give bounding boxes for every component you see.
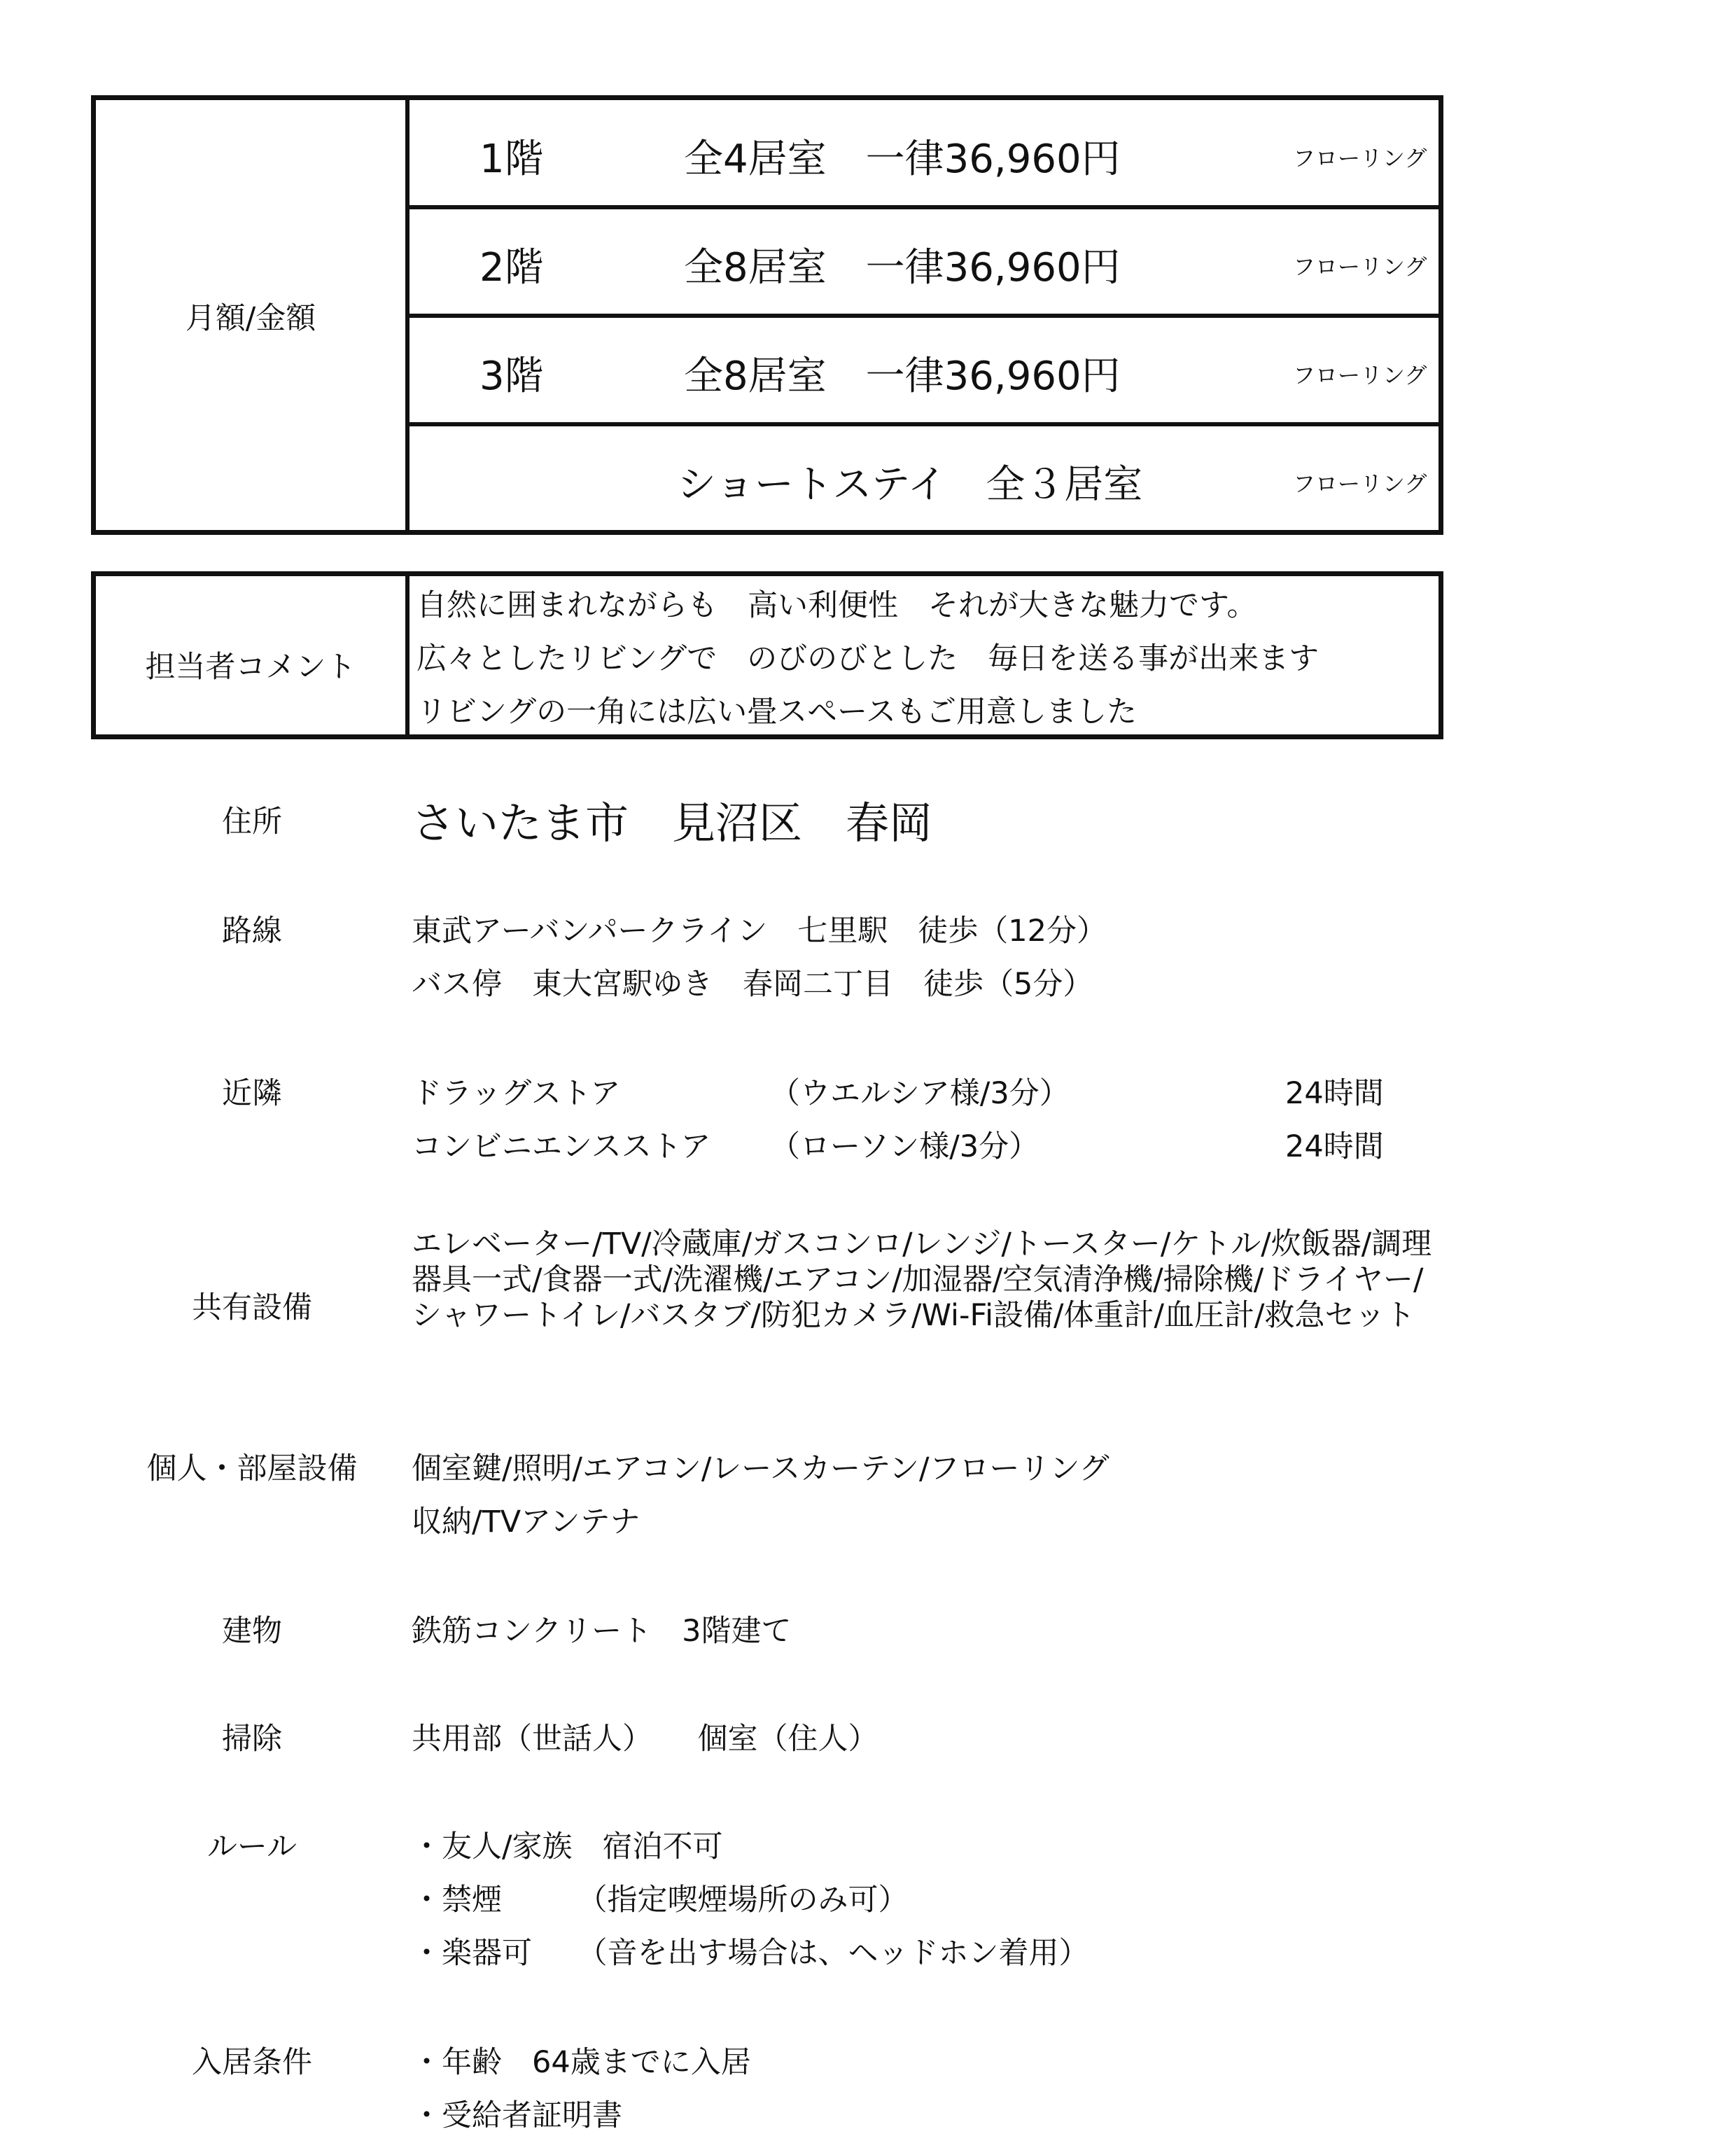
cleaning-value: 共用部（世話人） 個室（住人） [412, 1722, 878, 1757]
floor-label: 2階 [479, 245, 544, 291]
flooring-type: フローリング [1293, 145, 1427, 172]
conditions-label: 入居条件 [192, 2045, 312, 2080]
rule-item: ・禁煙 （指定喫煙場所のみ可） [412, 1883, 909, 1918]
room-price: 全8居室 一律36,960円 [684, 354, 1121, 399]
flooring-type: フローリング [1293, 470, 1427, 497]
flooring-type: フローリング [1293, 253, 1427, 280]
price-label: 月額/金額 [185, 301, 316, 336]
room-equipment-line: 個室鍵/照明/エアコン/レースカーテン/フローリング [412, 1451, 1110, 1486]
comment-box [91, 571, 1443, 739]
building-label: 建物 [222, 1614, 282, 1649]
address-value: さいたま市 見沼区 春岡 [412, 797, 933, 849]
nearby-name: コンビニエンスストア [412, 1129, 711, 1164]
row-divider [410, 205, 1438, 209]
flooring-type: フローリング [1293, 362, 1427, 389]
comment-divider [405, 576, 410, 734]
price-table [91, 95, 1443, 535]
shared-equipment-label: 共有設備 [192, 1290, 312, 1325]
nearby-label: 近隣 [222, 1076, 282, 1111]
comment-label: 担当者コメント [145, 650, 356, 685]
comment-line: リビングの一角には広い畳スペースもご用意しました [416, 694, 1137, 730]
condition-item: ・年齢 64歳までに入居 [412, 2045, 751, 2080]
room-equipment-line: 収納/TVアンテナ [412, 1505, 640, 1540]
nearby-hours: 24時間 [1285, 1076, 1384, 1111]
floor-label: 1階 [479, 137, 544, 182]
room-price: ショートステイ 全３居室 [677, 462, 1143, 508]
rule-item: ・楽器可 （音を出す場合は、ヘッドホン着用） [412, 1936, 1089, 1971]
rule-item: ・友人/家族 宿泊不可 [412, 1829, 723, 1864]
building-value: 鉄筋コンクリート 3階建て [412, 1614, 792, 1649]
route-line: 東武アーバンパークライン 七里駅 徒歩（12分） [412, 914, 1107, 949]
comment-line: 自然に囲まれながらも 高い利便性 それが大きな魅力です。 [416, 588, 1257, 623]
nearby-detail: （ローソン様/3分） [770, 1129, 1040, 1164]
room-equipment-label: 個人・部屋設備 [146, 1451, 358, 1486]
address-label: 住所 [222, 804, 282, 839]
room-price: 全8居室 一律36,960円 [684, 245, 1121, 291]
room-price: 全4居室 一律36,960円 [684, 137, 1121, 182]
shared-equipment-text: エレベーター/TV/冷蔵庫/ガスコンロ/レンジ/トースター/ケトル/炊飯器/調理器具一式/食器一式/洗濯機/エアコン/加湿器/空気清浄機/掃除機/ドライヤー/シャワートイレ/バスタブ/防犯カメラ/Wi-Fi設備/体重計/血圧計/救急セット [412, 1227, 1432, 1333]
nearby-name: ドラッグストア [412, 1076, 621, 1111]
cleaning-label: 掃除 [222, 1722, 282, 1757]
nearby-hours: 24時間 [1285, 1129, 1384, 1164]
route-label: 路線 [222, 914, 282, 949]
condition-item: ・受給者証明書 [412, 2098, 622, 2133]
nearby-detail: （ウエルシア様/3分） [770, 1076, 1070, 1111]
route-line: バス停 東大宮駅ゆき 春岡二丁目 徒歩（5分） [412, 967, 1093, 1002]
rules-label: ルール [206, 1829, 298, 1864]
comment-line: 広々としたリビングで のびのびとした 毎日を送る事が出来ます [416, 641, 1320, 676]
floor-label: 3階 [479, 354, 544, 399]
row-divider [410, 422, 1438, 426]
row-divider [410, 314, 1438, 318]
